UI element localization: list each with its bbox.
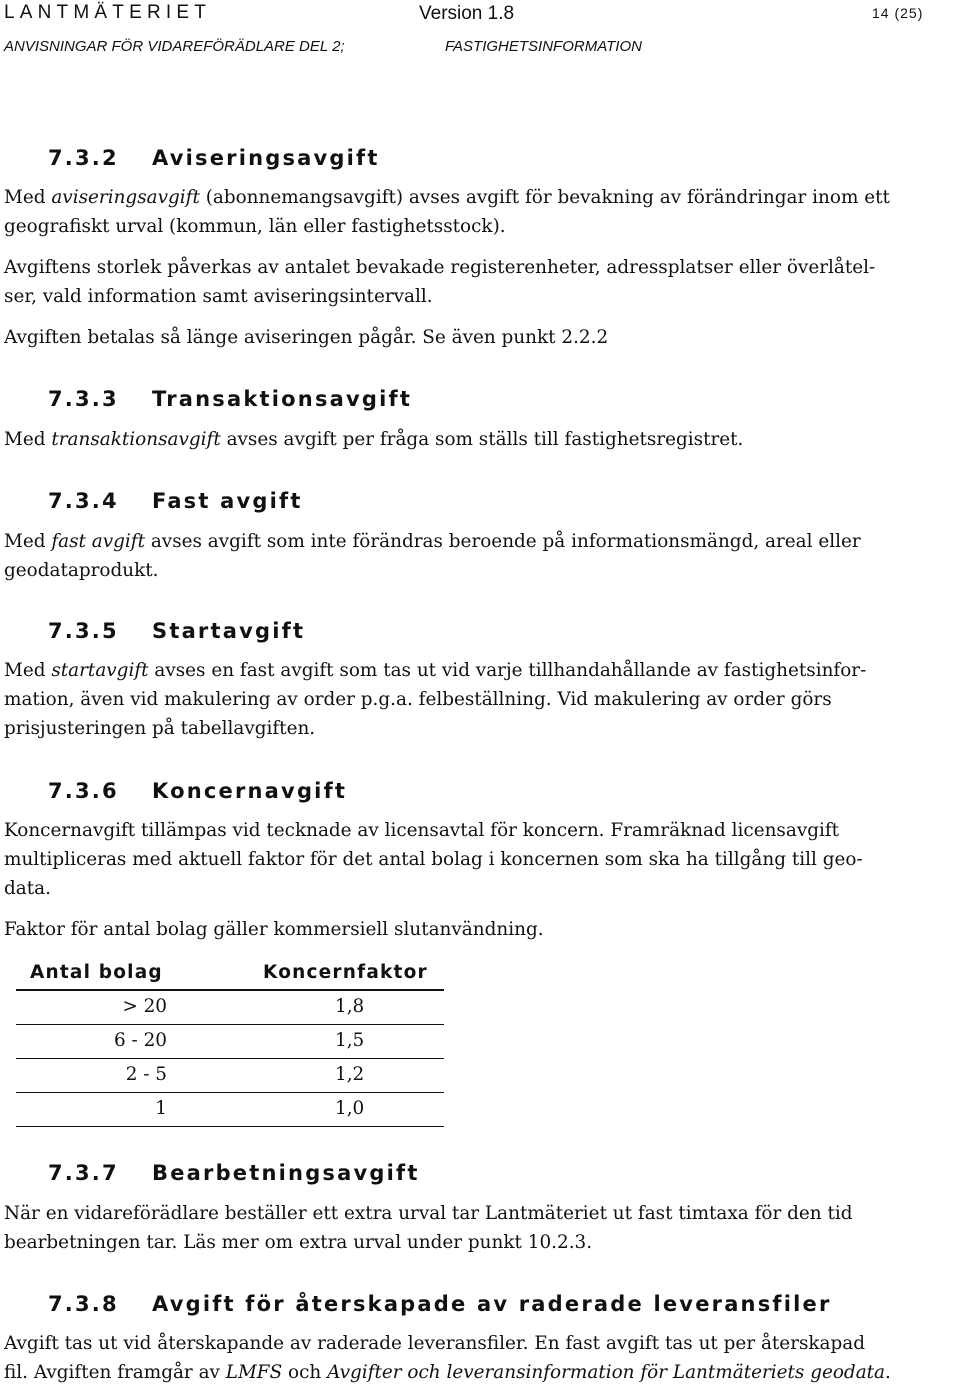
heading-7-3-5 [48,618,305,644]
term: fast avgift [51,531,145,552]
table-row [16,1025,444,1059]
header-page-number: 14 (25) [872,5,924,21]
text: Avgift tas ut vid återskapande av raderade leveransfiler. En fast avgift tas ut per återskapad [4,1333,866,1354]
cell-koncernfaktor: 1,8 [335,996,365,1017]
paragraph-koncernavgift-definition [4,816,944,903]
paragraph-avgiftens-storlek [4,253,944,311]
cell-antal-bolag: 2 - 5 [125,1064,167,1085]
paragraph-aviseringsavgift-definition [4,183,944,241]
text: Faktor för antal bolag gäller kommersiell slutanvändning. [4,919,544,940]
heading-number: 7.3.6 [48,779,119,803]
header-organization: LANTMÄTERIET [4,2,212,23]
cell-koncernfaktor: 1,5 [335,1030,365,1051]
heading-title: Aviseringsavgift [152,146,380,170]
table-row [16,1059,444,1093]
heading-title: Koncernavgift [152,779,348,803]
paragraph-transaktionsavgift-definition [4,425,944,454]
column-header-koncernfaktor: Koncernfaktor [263,962,428,983]
cell-antal-bolag: > 20 [122,996,167,1017]
text: Avgiftens storlek påverkas av antalet bevakade registerenheter, adressplatser eller överlåtel- [4,257,876,278]
text: avses avgift per fråga som ställs till fastighetsregistret. [220,429,744,450]
cell-koncernfaktor: 1,2 [335,1064,365,1085]
heading-title: Fast avgift [152,489,303,513]
reference-document-title: Avgifter och leveransinformation för Lantmäteriets geodata [327,1362,886,1383]
heading-7-3-4 [48,488,303,514]
text: Med [4,429,52,450]
text: bearbetningen tar. Läs mer om extra urval under punkt 10.2.3. [4,1232,593,1253]
heading-number: 7.3.2 [48,146,119,170]
heading-number: 7.3.7 [48,1161,119,1185]
paragraph-fast-avgift-definition [4,527,944,585]
text: geografiskt urval (kommun, län eller fastighetsstock). [4,216,506,237]
heading-7-3-2 [48,145,380,171]
table-row [16,991,444,1025]
cell-koncernfaktor: 1,0 [335,1098,365,1119]
table-header [16,958,444,991]
text: avses en fast avgift som tas ut vid varje tillhandahållande av fastighetsinfor- [148,660,867,681]
text: ser, vald information samt aviseringsintervall. [4,286,433,307]
term: transaktionsavgift [51,429,221,450]
paragraph-avgiften-betalas [4,323,944,352]
paragraph-aterskapande-avgift [4,1329,944,1387]
cell-antal-bolag: 1 [155,1098,167,1119]
koncernfaktor-table [16,958,444,1127]
header-document-title: ANVISNINGAR FÖR VIDAREFÖRÄDLARE DEL 2; [4,38,345,55]
heading-7-3-3 [48,386,412,412]
paragraph-faktor-antal-bolag [4,915,944,944]
text: Med [4,660,52,681]
text: Avgiften betalas så länge aviseringen pågår. Se även punkt 2.2.2 [4,327,609,348]
text: prisjusteringen på tabellavgiften. [4,718,316,739]
text: Med [4,187,52,208]
header-version: Version 1.8 [419,3,515,24]
text: multipliceras med aktuell faktor för det antal bolag i koncernen som ska ha tillgång till geo- [4,849,863,870]
heading-title: Avgift för återskapade av raderade leveransfiler [152,1292,832,1316]
heading-title: Bearbetningsavgift [152,1161,420,1185]
term: aviseringsavgift [51,187,200,208]
heading-7-3-6 [48,778,347,804]
text: (abonnemangsavgift) avses avgift för bevakning av förändringar inom ett [199,187,890,208]
text: geodataprodukt. [4,560,159,581]
text: . [885,1362,891,1383]
reference-lmfs: LMFS [225,1362,283,1383]
table-row [16,1093,444,1127]
heading-title: Startavgift [152,619,306,643]
heading-title: Transaktionsavgift [152,387,413,411]
text: data. [4,878,51,899]
column-header-antal-bolag: Antal bolag [30,962,163,983]
heading-number: 7.3.8 [48,1292,119,1316]
heading-7-3-7 [48,1160,420,1186]
text: och [282,1362,328,1383]
paragraph-bearbetningsavgift-definition [4,1199,944,1257]
heading-7-3-8 [48,1291,832,1317]
text: Koncernavgift tillämpas vid tecknade av licensavtal för koncern. Framräknad licensavgift [4,820,840,841]
text: avses avgift som inte förändras beroende på informationsmängd, areal eller [145,531,861,552]
text: När en vidareförädlare beställer ett extra urval tar Lantmäteriet ut fast timtaxa för den tid [4,1203,853,1224]
header-section-title: FASTIGHETSINFORMATION [445,38,642,55]
cell-antal-bolag: 6 - 20 [113,1030,167,1051]
term: startavgift [51,660,149,681]
text: fil. Avgiften framgår av [4,1362,226,1383]
heading-number: 7.3.5 [48,619,119,643]
text: mation, även vid makulering av order p.g.a. felbeställning. Vid makulering av order görs [4,689,832,710]
text: Med [4,531,52,552]
paragraph-startavgift-definition [4,656,944,743]
heading-number: 7.3.3 [48,387,119,411]
heading-number: 7.3.4 [48,489,119,513]
